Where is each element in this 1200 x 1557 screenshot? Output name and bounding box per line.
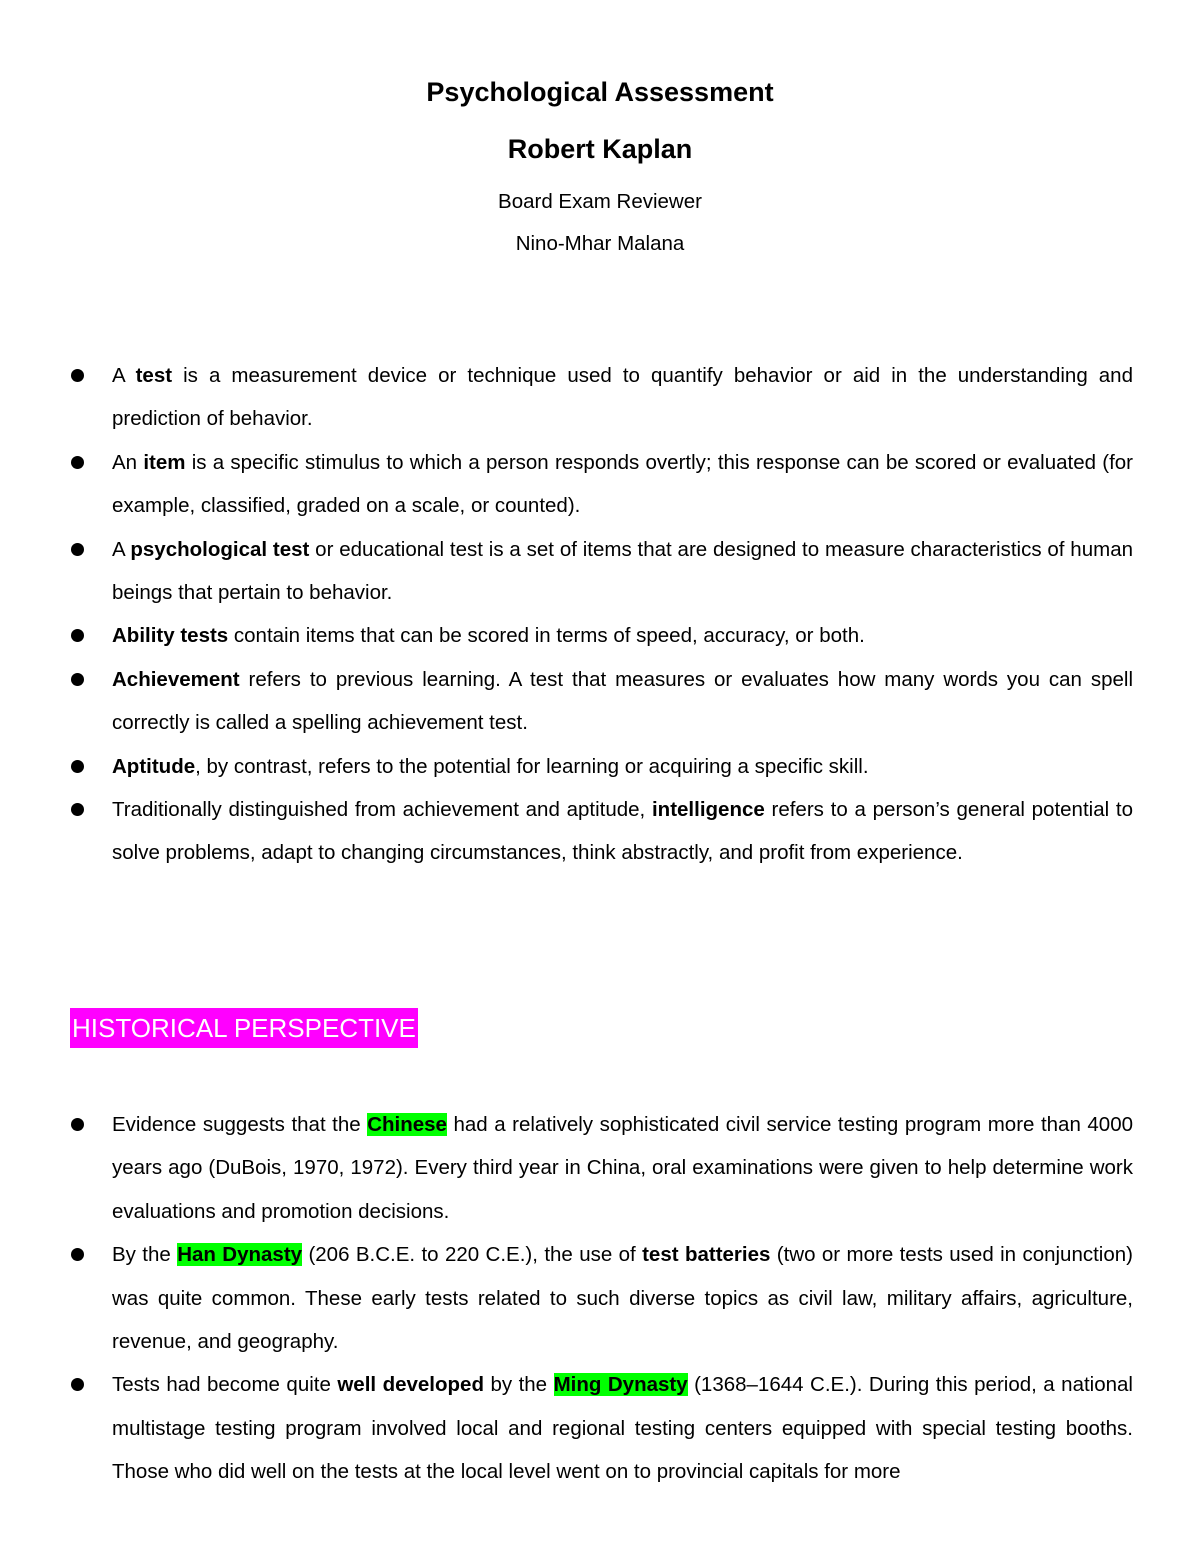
highlight-han-dynasty: Han Dynasty <box>177 1243 303 1267</box>
list-item: By the Han Dynasty (206 B.C.E. to 220 C.E.), the use of test batteries (two or more tests used in conjunction) was quite common. These early tests related to such diverse topics as civil law, military affairs, agriculture, revenue, and geography. <box>0 1233 1200 1363</box>
list-item: Ability tests contain items that can be scored in terms of speed, accuracy, or both. <box>0 614 1200 657</box>
list-item: Evidence suggests that the Chinese had a relatively sophisticated civil service testing program more than 4000 years ago (DuBois, 1970, 1972). Every third year in China, oral examinations were given to help determine work evaluations and promotion decisions. <box>0 1103 1200 1233</box>
list-item: Tests had become quite well developed by the Ming Dynasty (1368–1644 C.E.). During this period, a national multistage testing program involved local and regional testing centers equipped with special testing booths. Those who did well on the tests at the local level went on to provincial capitals for more <box>0 1363 1200 1493</box>
bullet-icon <box>71 1378 84 1391</box>
list-item: A test is a measurement device or technique used to quantify behavior or aid in the understanding and prediction of behavior. <box>0 354 1200 441</box>
term-well-developed: well developed <box>337 1373 484 1397</box>
highlight-ming-dynasty: Ming Dynasty <box>553 1373 688 1397</box>
definitions-list <box>0 354 1200 875</box>
term-intelligence: intelligence <box>651 798 765 822</box>
list-item: An item is a specific stimulus to which a person responds overtly; this response can be scored or evaluated (for example, classified, graded on a scale, or counted). <box>0 441 1200 528</box>
document-compiler: Nino-Mhar Malana <box>515 232 685 255</box>
bullet-icon <box>71 760 84 773</box>
term-aptitude: Aptitude <box>112 754 196 778</box>
list-item: Aptitude, by contrast, refers to the potential for learning or acquiring a specific skill. <box>0 745 1200 788</box>
bullet-icon <box>71 629 84 642</box>
bullet-icon <box>71 803 84 816</box>
term-psychological-test: psychological test <box>130 537 310 561</box>
document-title: Psychological Assessment <box>426 77 774 107</box>
list-item: Achievement refers to previous learning. A test that measures or evaluates how many words you can spell correctly is called a spelling achievement test. <box>0 658 1200 745</box>
term-item: item <box>143 450 186 474</box>
term-achievement: Achievement <box>112 667 240 691</box>
bullet-icon <box>71 456 84 469</box>
section-heading: HISTORICAL PERSPECTIVE <box>70 1008 418 1048</box>
term-ability-tests: Ability tests <box>112 624 229 648</box>
document-author: Robert Kaplan <box>507 134 693 164</box>
bullet-icon <box>71 1248 84 1261</box>
term-test: test <box>135 364 173 387</box>
term-test-batteries: test batteries <box>642 1243 771 1267</box>
bullet-icon <box>71 543 84 556</box>
history-list <box>0 1103 1200 1494</box>
list-item: A psychological test or educational test is a set of items that are designed to measure characteristics of human beings that pertain to behavior. <box>0 528 1200 615</box>
bullet-icon <box>71 1118 84 1131</box>
document-subtitle: Board Exam Reviewer <box>498 190 702 213</box>
highlight-chinese: Chinese <box>367 1113 447 1136</box>
bullet-icon <box>71 673 84 686</box>
bullet-icon <box>71 369 84 382</box>
list-item: Traditionally distinguished from achievement and aptitude, intelligence refers to a person’s general potential to solve problems, adapt to changing circumstances, think abstractly, and profit from experience. <box>0 788 1200 875</box>
